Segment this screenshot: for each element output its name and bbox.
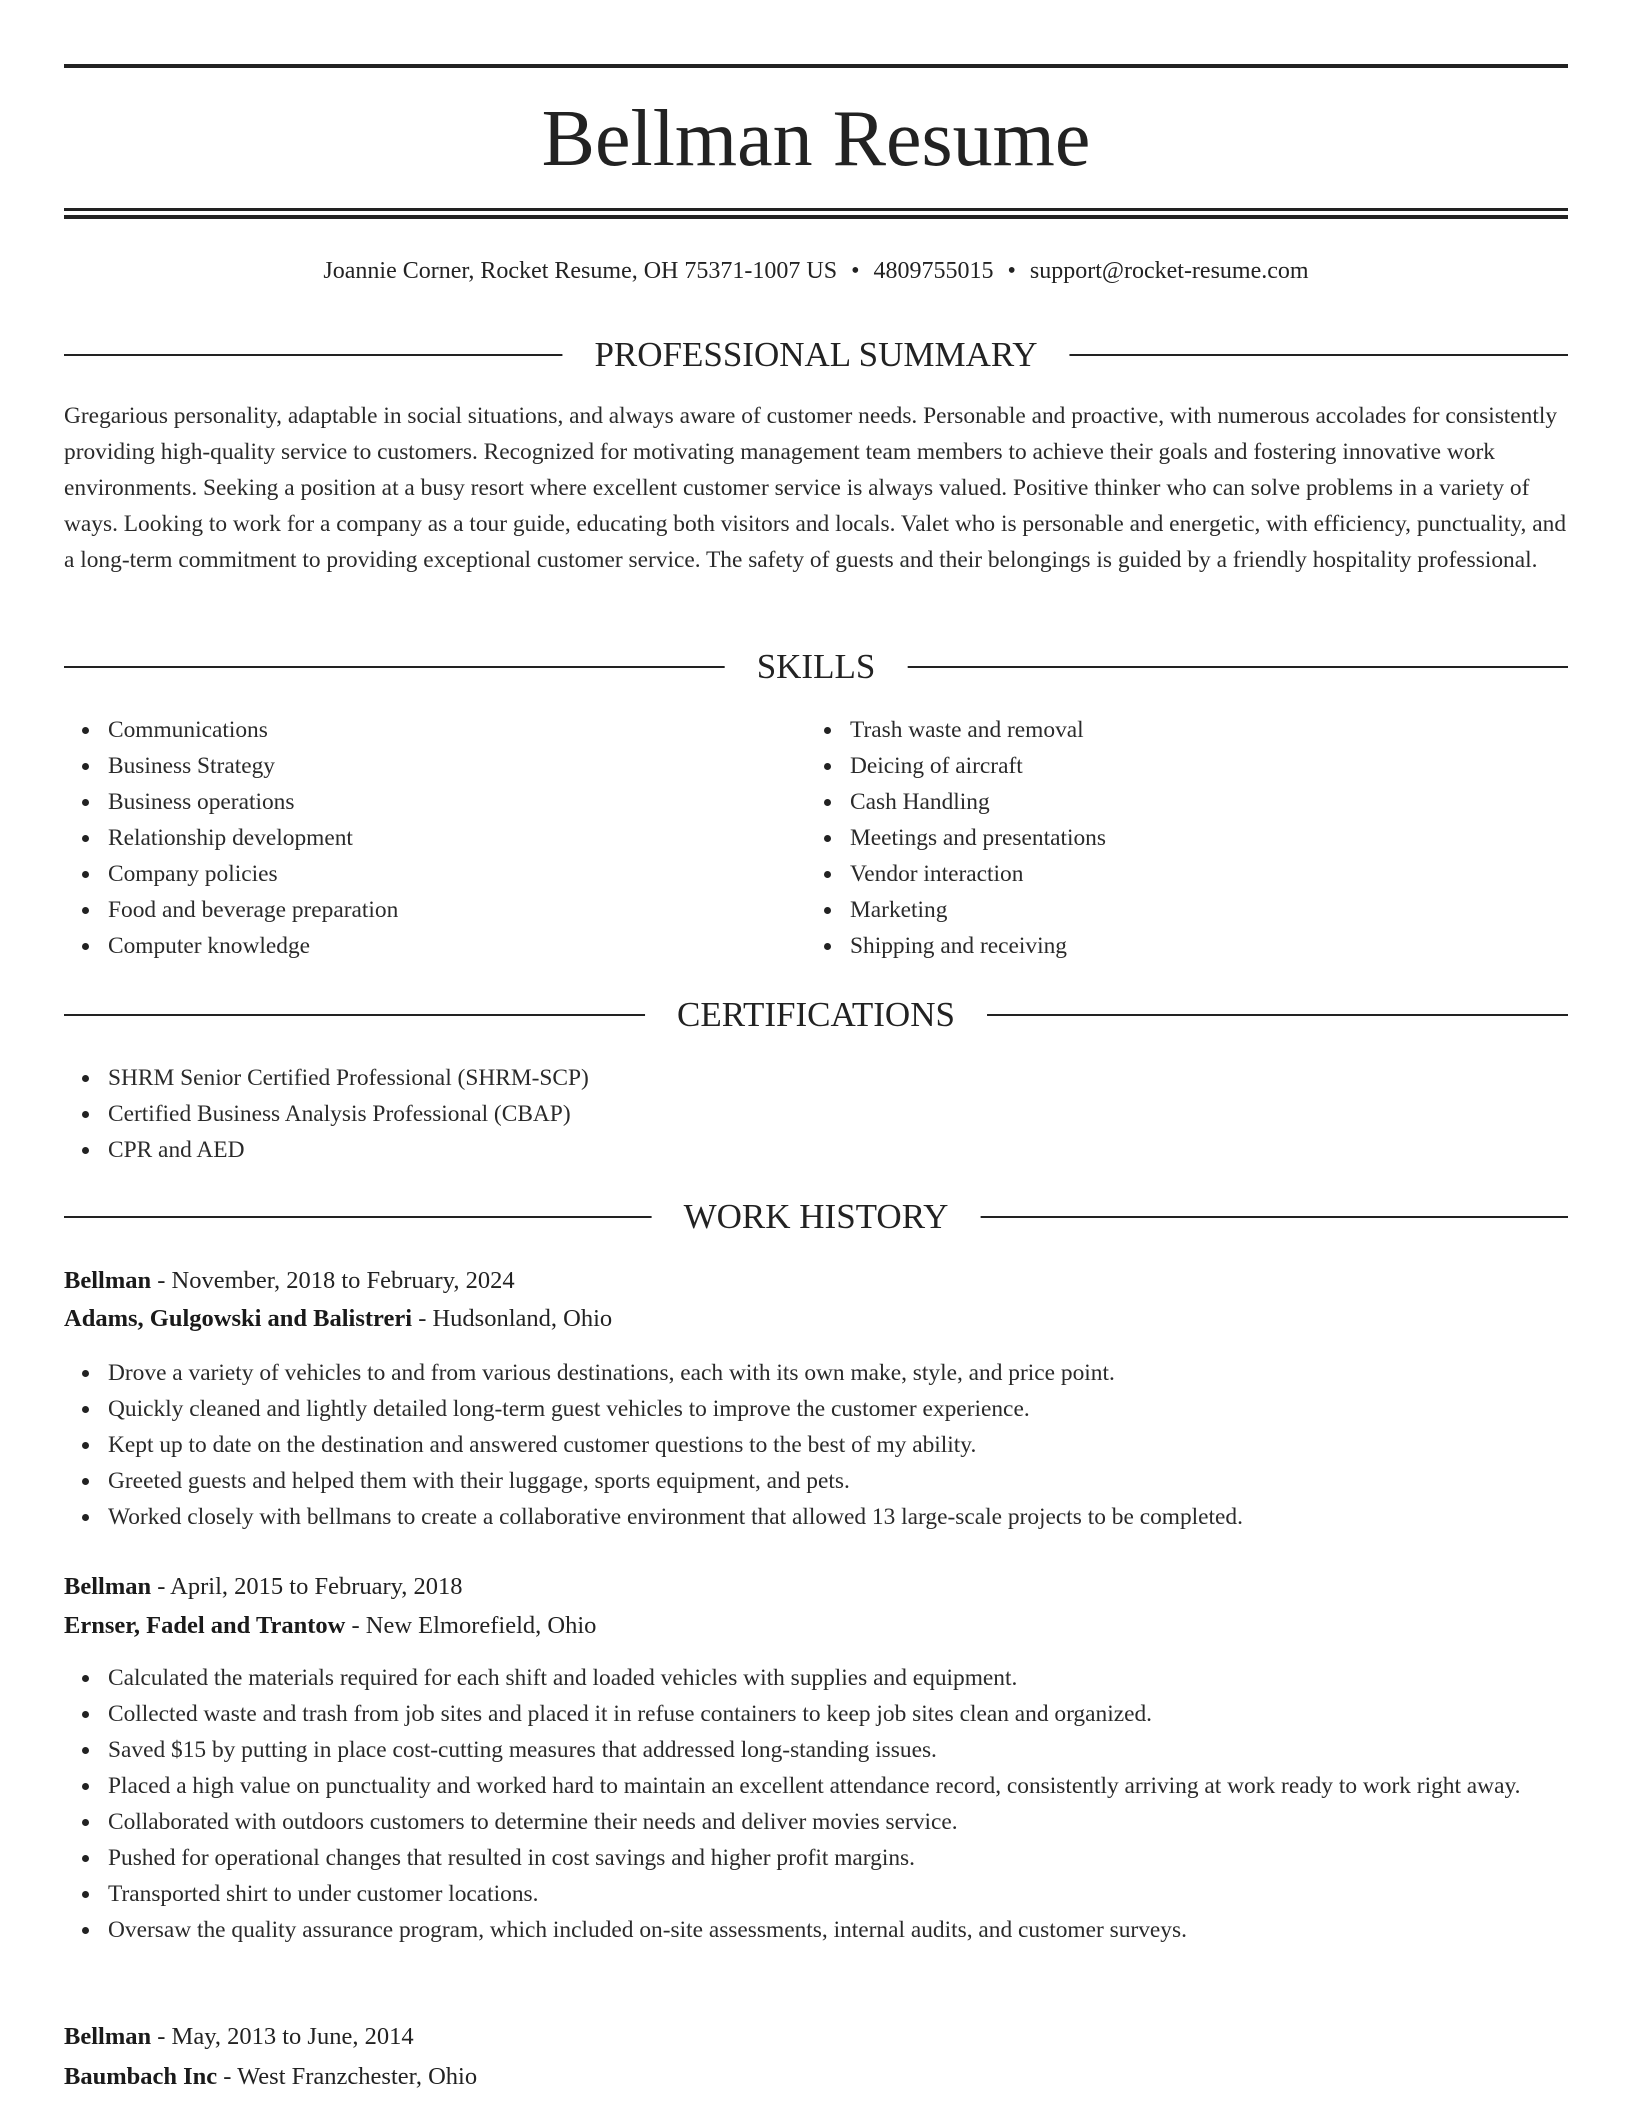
skill-item: Shipping and receiving [850,928,1566,964]
job-location: - Hudsonland, Ohio [412,1305,613,1332]
skills-right-list [806,712,1566,964]
skill-item: Food and beverage preparation [108,892,804,928]
skill-item: Vendor interaction [850,856,1566,892]
section-title: SKILLS [725,645,908,689]
job-title: Bellman [64,1267,152,1294]
job-duty-item: Pushed for operational changes that resulted in cost savings and higher profit margins. [108,1840,1568,1876]
job-duties-list [64,1355,1568,1535]
certifications-list [64,1060,1568,1168]
contact-email: support@rocket-resume.com [1029,258,1309,284]
contact-separator: • [851,258,860,284]
job-duties [64,1660,1568,1948]
skill-item: Computer knowledge [108,928,804,964]
job-company: Baumbach Inc [64,2063,218,2090]
contact-separator: • [1007,258,1016,284]
job-duty-item: Greeted guests and helped them with their luggage, sports equipment, and pets. [108,1463,1568,1499]
job-duties-list [64,1660,1568,1948]
title-rule-upper [64,208,1568,211]
section-heading-work-history [64,1195,1568,1239]
certification-item: CPR and AED [108,1132,1568,1168]
skill-item: Business Strategy [108,748,804,784]
skill-item: Trash waste and removal [850,712,1566,748]
section-title: WORK HISTORY [652,1195,981,1239]
contact-line [64,254,1568,288]
certification-item: Certified Business Analysis Professional (CBAP) [108,1096,1568,1132]
job-title-line [64,1262,1568,1300]
job-company-line [64,1607,1568,1645]
job-duty-item: Kept up to date on the destination and answered customer questions to the best of my ability. [108,1427,1568,1463]
skill-item: Deicing of aircraft [850,748,1566,784]
job-dates: - April, 2015 to February, 2018 [151,1573,463,1600]
job-duty-item: Calculated the materials required for each shift and loaded vehicles with supplies and equipment. [108,1660,1568,1696]
job-duties [64,1355,1568,1535]
certification-item: SHRM Senior Certified Professional (SHRM-SCP) [108,1060,1568,1096]
skills-left-list [64,712,804,964]
job-company: Adams, Gulgowski and Balistreri [64,1305,413,1332]
skill-item: Communications [108,712,804,748]
job-dates: - November, 2018 to February, 2024 [151,1267,515,1294]
certifications-block [64,1060,1568,1168]
job-title: Bellman [64,1573,152,1600]
job-title: Bellman [64,2023,152,2050]
skills-left-column [64,712,804,964]
skill-item: Cash Handling [850,784,1566,820]
job-duty-item: Saved $15 by putting in place cost-cutting measures that addressed long-standing issues. [108,1732,1568,1768]
job-duty-item: Oversaw the quality assurance program, which included on-site assessments, internal audits, and customer surveys. [108,1912,1568,1948]
job-dates: - May, 2013 to June, 2014 [151,2023,414,2050]
top-rule [64,64,1568,68]
skill-item: Relationship development [108,820,804,856]
job-location: - New Elmorefield, Ohio [345,1612,597,1639]
job-duty-item: Worked closely with bellmans to create a collaborative environment that allowed 13 large-scale projects to be completed. [108,1499,1568,1535]
job-duty-item: Placed a high value on punctuality and worked hard to maintain an excellent attendance record, consistently arriving at work ready to work right away. [108,1768,1568,1804]
contact-phone: 4809755015 [873,258,994,284]
skill-item: Marketing [850,892,1566,928]
job-title-line [64,2018,1568,2056]
skill-item: Business operations [108,784,804,820]
contact-address: Joannie Corner, Rocket Resume, OH 75371-1007 US [323,258,838,284]
section-heading-certifications [64,993,1568,1037]
resume-title: Bellman Resume [541,95,1091,183]
job-duty-item: Collaborated with outdoors customers to determine their needs and deliver movies service. [108,1804,1568,1840]
section-heading-summary [64,333,1568,377]
job-title-line [64,1568,1568,1606]
skill-item: Company policies [108,856,804,892]
job-duty-item: Quickly cleaned and lightly detailed long-term guest vehicles to improve the customer experience. [108,1391,1568,1427]
job-company-line [64,1300,1568,1338]
section-heading-skills [64,645,1568,689]
section-title: CERTIFICATIONS [645,993,987,1037]
job-company-line [64,2058,1568,2096]
section-title: PROFESSIONAL SUMMARY [562,333,1069,377]
skills-right-column [806,712,1566,964]
job-company: Ernser, Fadel and Trantow [64,1612,346,1639]
job-duty-item: Transported shirt to under customer locations. [108,1876,1568,1912]
job-location: - West Franzchester, Ohio [217,2063,478,2090]
job-duty-item: Collected waste and trash from job sites and placed it in refuse containers to keep job sites clean and organized. [108,1696,1568,1732]
job-duty-item: Drove a variety of vehicles to and from various destinations, each with its own make, style, and price point. [108,1355,1568,1391]
skill-item: Meetings and presentations [850,820,1566,856]
title-rule-lower [64,215,1568,219]
summary-text: Gregarious personality, adaptable in social situations, and always aware of customer needs. Personable and proactive, with numerous accolades for consistently providing high-quality service to customers. Recognized for motivating management team members to achieve their goals and fostering innovative work environments. Seeking a position at a busy resort where excellent customer service is always valued. Positive thinker who can solve problems in a variety of ways. Looking to work for a company as a tour guide, educating both visitors and locals. Valet who is personable and energetic, with efficiency, punctuality, and a long-term commitment to providing exceptional customer service. The safety of guests and their belongings is guided by a friendly hospitality professional. [64,403,1567,573]
